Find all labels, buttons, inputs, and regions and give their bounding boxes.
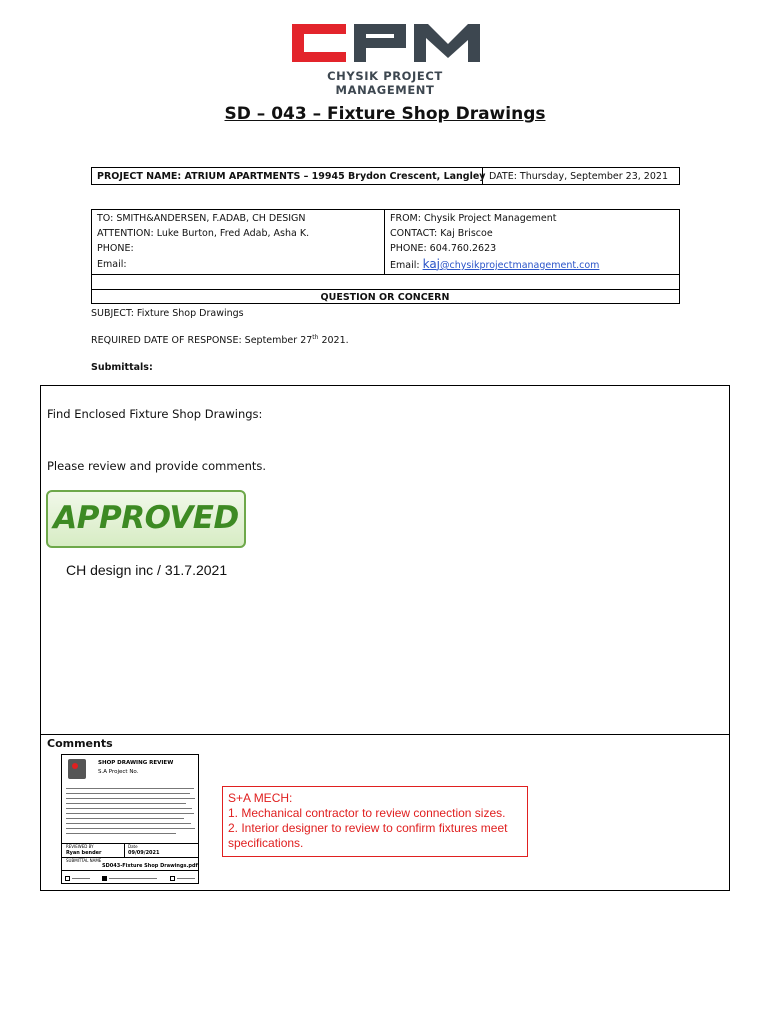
subject-line: SUBJECT: Fixture Shop Drawings <box>91 308 244 319</box>
mech-title: S+A MECH: <box>228 791 293 805</box>
review-date: 09/09/2021 <box>128 850 160 856</box>
mech-line-2: 2. Interior designer to review to confirm fixtures meet specifications. <box>228 821 508 850</box>
reviewer-label: REVIEWED BY <box>66 844 94 849</box>
approved-label: APPROVED <box>53 500 239 536</box>
reviewer-name: Ryan bender <box>66 850 102 856</box>
from-email-link[interactable]: kaj@chysikprojectmanagement.com <box>422 257 600 271</box>
from-email-label: Email: <box>390 260 423 271</box>
to-phone: PHONE: <box>97 243 134 254</box>
document-title: SD – 043 – Fixture Shop Drawings <box>224 104 546 124</box>
company-logo <box>288 22 482 97</box>
to-recipient: TO: SMITH&ANDERSEN, F.ADAB, CH DESIGN <box>97 213 306 224</box>
to-attention: ATTENTION: Luke Burton, Fred Adab, Asha K. <box>97 228 310 239</box>
body-line-2: Please review and provide comments. <box>47 459 267 473</box>
reviewer-logo-icon <box>68 759 86 779</box>
mech-comment-box <box>222 786 528 857</box>
from-email <box>390 257 599 271</box>
project-name: PROJECT NAME: ATRIUM APARTMENTS – 19945 Brydon Crescent, Langley <box>97 171 486 182</box>
from-phone: PHONE: 604.760.2623 <box>390 243 497 254</box>
mech-line-1: 1. Mechanical contractor to review connection sizes. <box>228 806 506 820</box>
logo-subtitle: CHYSIK PROJECT MANAGEMENT <box>327 69 443 97</box>
body-line-1: Find Enclosed Fixture Shop Drawings: <box>47 407 263 421</box>
from-contact: CONTACT: Kaj Briscoe <box>390 228 493 239</box>
comments-label: Comments <box>47 737 113 750</box>
file-label: SUBMITTAL NAME <box>66 858 102 863</box>
project-date: DATE: Thursday, September 23, 2021 <box>489 171 668 182</box>
approved-stamp <box>46 490 246 548</box>
required-date: REQUIRED DATE OF RESPONSE: September 27th 2021. <box>91 334 349 347</box>
file-name: SD043-Fixture Shop Drawings.pdf <box>102 863 198 869</box>
question-header: QUESTION OR CONCERN <box>320 292 450 303</box>
shop-drawing-review-stamp <box>61 754 199 884</box>
review-company: S.A Project No. <box>98 769 139 775</box>
date-label: Date <box>128 844 138 849</box>
from-sender: FROM: Chysik Project Management <box>390 213 557 224</box>
checkbox-2-checked <box>102 876 107 881</box>
review-title: SHOP DRAWING REVIEW <box>98 760 174 766</box>
checkbox-1 <box>65 876 70 881</box>
submittals-label: Submittals: <box>91 362 153 373</box>
to-email: Email: <box>97 259 127 270</box>
approval-note: CH design inc / 31.7.2021 <box>66 562 228 578</box>
checkbox-3 <box>170 876 175 881</box>
